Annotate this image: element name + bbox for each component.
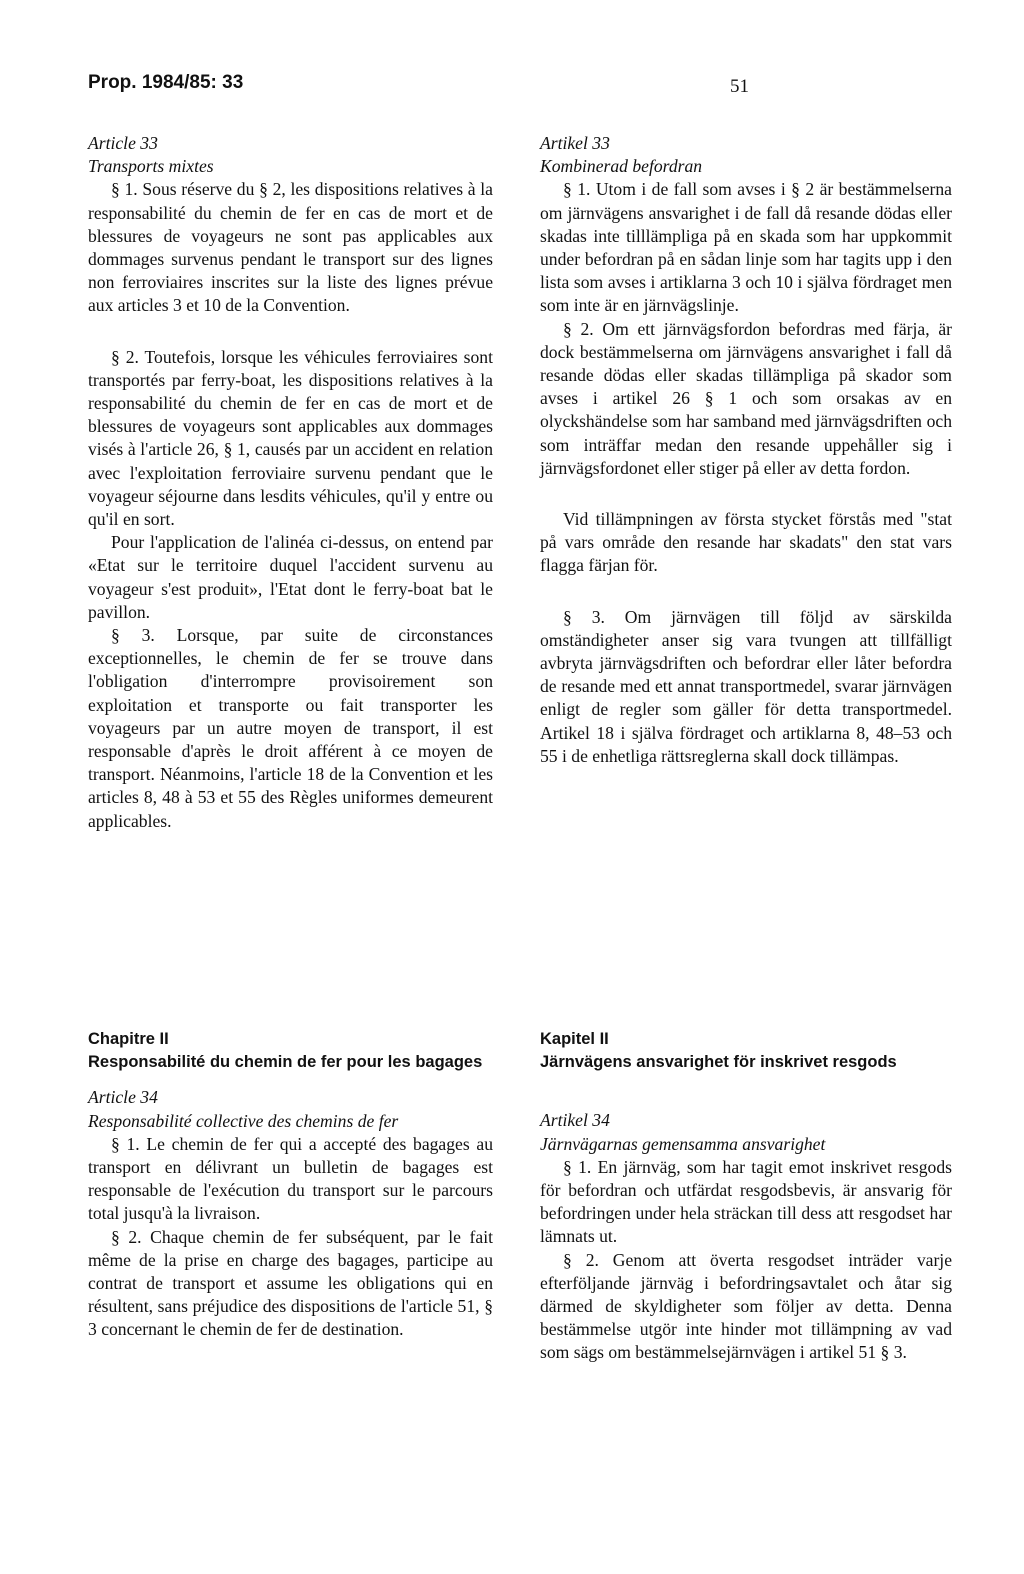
sv-chapter-label: Kapitel II [540, 1030, 609, 1048]
fr-art34-para-1: § 1. Le chemin de fer qui a accepté des bagages au transport en délivrant un bulletin de bagages est responsable de l'exécution du transport sur le parcours total jusqu'à la livraison. [88, 1133, 493, 1224]
sv-art34-title: Artikel 34 [540, 1110, 610, 1131]
fr-art33-para-4: § 3. Lorsque, par suite de circonstances exceptionnelles, le chemin de fer se trouve dans l'obligation d'interrompre provisoirement son exploitation et transporte ou fait transporter les voyageurs par un autre moyen de transport, il est responsable d'après le droit afférent à ce moyen de transport. Néanmoins, l'article 18 de la Convention et les articles 8, 48 à 53 et 55 des Règles uniformes demeurent applicables. [88, 625, 493, 831]
fr-article-33 [88, 132, 493, 833]
sv-art33-para-2: § 2. Om ett järnvägsfordon befordras med färja, är dock bestämmelserna om järnvägens ansvarighet i fall då resande dödas eller skadas tillämpliga på skador som avses i artikel 26 § 1 och som orsakas av en olyckshändelse som har samband med järnvägsdriften och som inträffar medan den resande uppehåller sig i järnvägsfordonet eller stiger på eller av detta fordon. [540, 318, 952, 478]
sv-art33-subtitle: Kombinerad befordran [540, 156, 703, 177]
fr-chapter-2 [88, 1028, 493, 1342]
fr-art33-para-2: § 2. Toutefois, lorsque les véhicules ferroviaires sont transportés par ferry-boat, les dispositions relatives à la responsabilité du chemin de fer en cas de mort et de blessures de voyageurs sont applicables aux dommages visés à l'article 26, § 1, causés par un accident en relation avec l'exploitation ferroviaire survenu pendant que le voyageur séjourne dans lesdits véhicules, qu'il y entre ou qu'il en sort. [88, 346, 493, 530]
fr-art33-subtitle: Transports mixtes [88, 156, 214, 177]
fr-art33-title: Article 33 [88, 133, 158, 153]
running-head: Prop. 1984/85: 33 [88, 72, 244, 93]
fr-art33-para-1: § 1. Sous réserve du § 2, les dispositions relatives à la responsabilité du chemin de fer en cas de mort et de blessures de voyageurs ne sont pas applicables aux dommages survenus pendant le transport sur des lignes non ferroviaires inscrites sur la liste des lignes prévue aux articles 3 et 10 de la Convention. [88, 179, 493, 316]
fr-art34-subtitle: Responsabilité collective des chemins de fer [88, 1110, 399, 1131]
sv-chapter-title: Järnvägens ansvarighet för inskrivet resgods [540, 1053, 897, 1072]
sv-art34-subtitle: Järnvägarnas gemensamma ansvarighet [540, 1133, 826, 1154]
sv-art34-para-1: § 1. En järnväg, som har tagit emot inskrivet resgods för befordran och utfärdat resgodsbevis, är ansvarig för befordringen under hela sträckan till dess att resgodset har lämnats ut. [540, 1156, 952, 1247]
page-number: 51 [730, 76, 749, 97]
fr-art34-title: Article 34 [88, 1087, 158, 1108]
fr-chapter-title: Responsabilité du chemin de fer pour les bagages [88, 1053, 483, 1072]
sv-art33-para-4: § 3. Om järnvägen till följd av särskilda omständigheter anser sig vara tvungen att tillfälligt avbryta järnvägsdriften och befordrar eller låter befordra de resande med ett annat transportmedel, svarar järnvägen enligt de regler som gäller för detta transportmedel. Artikel 18 i själva fördraget och artiklarna 8, 48–53 och 55 i de enhetliga rättsreglerna skall dock tillämpas. [540, 606, 952, 766]
fr-art33-para-3: Pour l'application de l'alinéa ci-dessus, on entend par «Etat sur le territoire duquel l'accident survenu au voyageur s'est produit», l'Etat dont le ferry-boat bat le pavillon. [88, 532, 493, 622]
fr-art34-para-2: § 2. Chaque chemin de fer subséquent, par le fait même de la prise en charge des bagages, participe au contrat de transport et assume les obligations qui en résultent, sans préjudice des dispositions de l'article 51, § 3 concernant le chemin de fer de destination. [88, 1226, 493, 1340]
sv-chapter-2 [540, 1028, 952, 1365]
sv-art33-title: Artikel 33 [540, 133, 610, 153]
sv-article-33 [540, 132, 952, 768]
sv-art34-para-2: § 2. Genom att överta resgodset inträder varje efterföljande järnväg i befordringsavtalet och åtar sig därmed de skyldigheter som följer av detta. Denna bestämmelse utgör inte hinder mot tillämpning av vad som sägs om bestämmelsejärnvägen i artikel 51 § 3. [540, 1249, 952, 1363]
fr-chapter-label: Chapitre II [88, 1030, 169, 1048]
sv-art33-para-3: Vid tillämpningen av första stycket förstås med "stat på vars område den resande har skadats" den stat vars flagga färjan för. [540, 509, 952, 576]
sv-art33-para-1: § 1. Utom i de fall som avses i § 2 är bestämmelserna om järnvägens ansvarighet i de fall då resande dödas eller skadas inte tilllämpliga på en skada som har uppkommit under befordran på en sådan linje som har tagits upp i den lista som avses i artiklarna 3 och 10 i själva fördraget men som inte är en järnvägslinje. [540, 179, 952, 316]
